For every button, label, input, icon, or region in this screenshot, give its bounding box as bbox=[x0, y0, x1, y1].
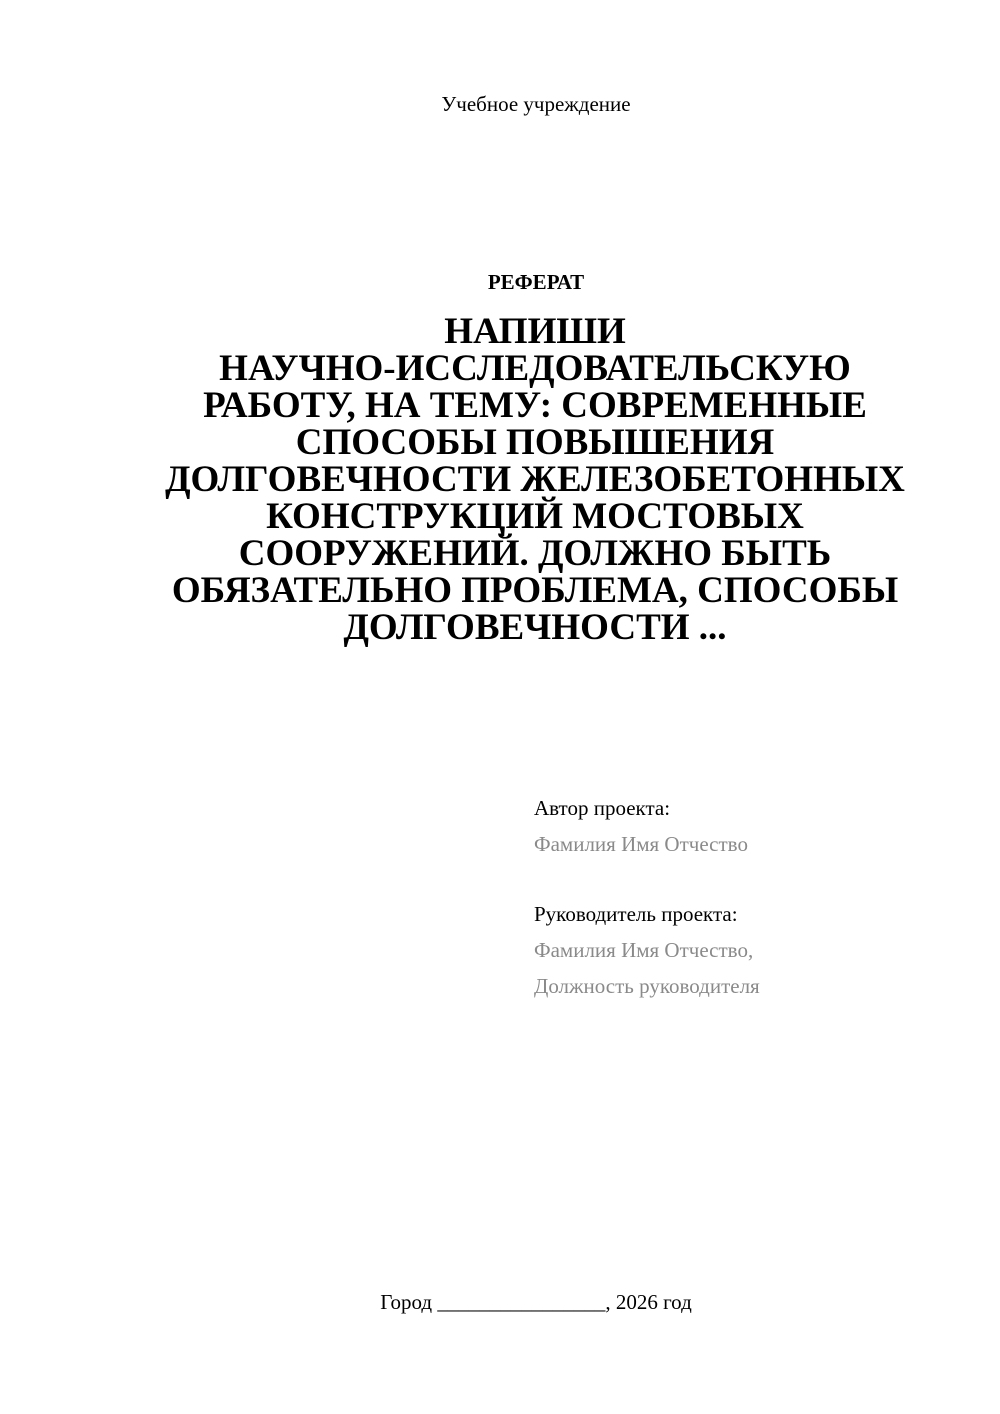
title-line: НАУЧНО-ИССЛЕДОВАТЕЛЬСКУЮ bbox=[219, 348, 851, 389]
document-title bbox=[140, 313, 930, 646]
title-line: ДОЛГОВЕЧНОСТИ ЖЕЛЕЗОБЕТОННЫХ bbox=[165, 459, 905, 500]
document-type: РЕФЕРАТ bbox=[487, 270, 585, 294]
institution-name: Учебное учреждение bbox=[441, 92, 631, 116]
supervisor-position: Должность руководителя bbox=[534, 974, 760, 998]
city-year-line: Город ________________, 2026 год bbox=[380, 1290, 692, 1314]
supervisor-name: Фамилия Имя Отчество, bbox=[534, 938, 754, 962]
project-credits bbox=[534, 790, 760, 1004]
supervisor-label: Руководитель проекта: bbox=[534, 902, 738, 926]
title-line: РАБОТУ, НА ТЕМУ: СОВРЕМЕННЫЕ bbox=[203, 385, 867, 426]
title-line: НАПИШИ bbox=[444, 311, 626, 352]
title-line: ОБЯЗАТЕЛЬНО ПРОБЛЕМА, СПОСОБЫ bbox=[171, 570, 899, 611]
title-line: СПОСОБЫ ПОВЫШЕНИЯ bbox=[295, 422, 775, 463]
title-line: ДОЛГОВЕЧНОСТИ ... bbox=[343, 607, 727, 648]
author-label: Автор проекта: bbox=[534, 796, 671, 820]
title-line: СООРУЖЕНИЙ. ДОЛЖНО БЫТЬ bbox=[238, 533, 832, 574]
credits-spacer bbox=[534, 862, 760, 896]
author-name: Фамилия Имя Отчество bbox=[534, 832, 748, 856]
title-line: КОНСТРУКЦИЙ МОСТОВЫХ bbox=[266, 496, 804, 537]
